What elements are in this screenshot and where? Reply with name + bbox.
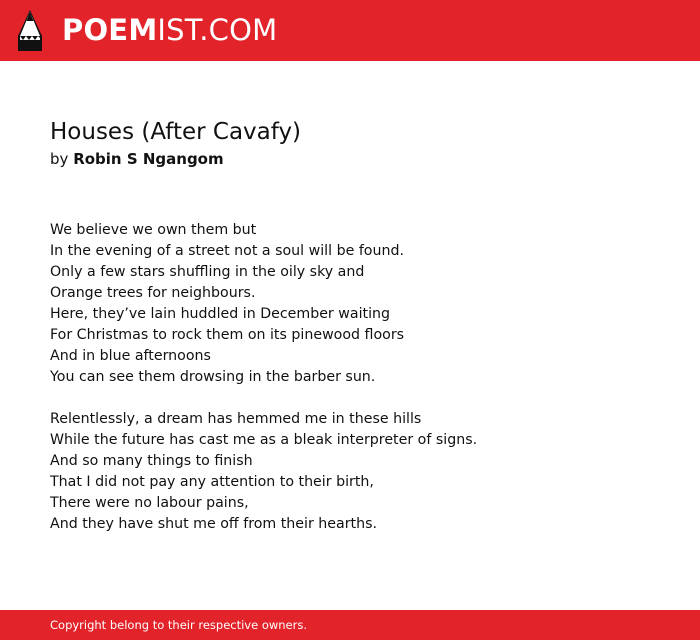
site-footer — [0, 610, 700, 640]
poem-line: Relentlessly, a dream has hemmed me in these hills — [50, 411, 422, 427]
brand-bold-text: POEM — [62, 13, 158, 47]
poem-body — [50, 220, 670, 535]
poem-line: And in blue afternoons — [50, 348, 211, 364]
site-header — [0, 0, 700, 61]
poem-line: Orange trees for neighbours. — [50, 285, 256, 301]
poem-line: While the future has cast me as a bleak interpreter of signs. — [50, 432, 478, 448]
poem-line: We believe we own them but — [50, 222, 257, 238]
poem-line: Only a few stars shuffling in the oily sky and — [50, 264, 365, 280]
author-name: Robin S Ngangom — [73, 150, 224, 168]
poem-line: That I did not pay any attention to their birth, — [50, 474, 374, 490]
poem-line: In the evening of a street not a soul will be found. — [50, 243, 404, 259]
poem-line: There were no labour pains, — [50, 495, 249, 511]
poem-title: Houses (After Cavafy) — [50, 119, 302, 145]
stanza-1 — [50, 220, 670, 388]
poem-line: And so many things to finish — [50, 453, 253, 469]
poem-line: You can see them drowsing in the barber sun. — [50, 369, 376, 385]
site-logo-wordmark[interactable] — [62, 13, 277, 47]
pencil-tip-icon[interactable] — [18, 10, 42, 51]
copyright-notice: Copyright belong to their respective owners. — [50, 618, 308, 632]
by-label: by — [50, 150, 69, 168]
stanza-2 — [50, 409, 670, 535]
poem-content — [50, 118, 670, 556]
poem-line: For Christmas to rock them on its pinewood floors — [50, 327, 405, 343]
poem-byline — [50, 149, 670, 169]
poem-line: And they have shut me off from their hearths. — [50, 516, 377, 532]
brand-light-text: IST.COM — [157, 13, 278, 47]
poem-line: Here, they’ve lain huddled in December waiting — [50, 306, 391, 322]
